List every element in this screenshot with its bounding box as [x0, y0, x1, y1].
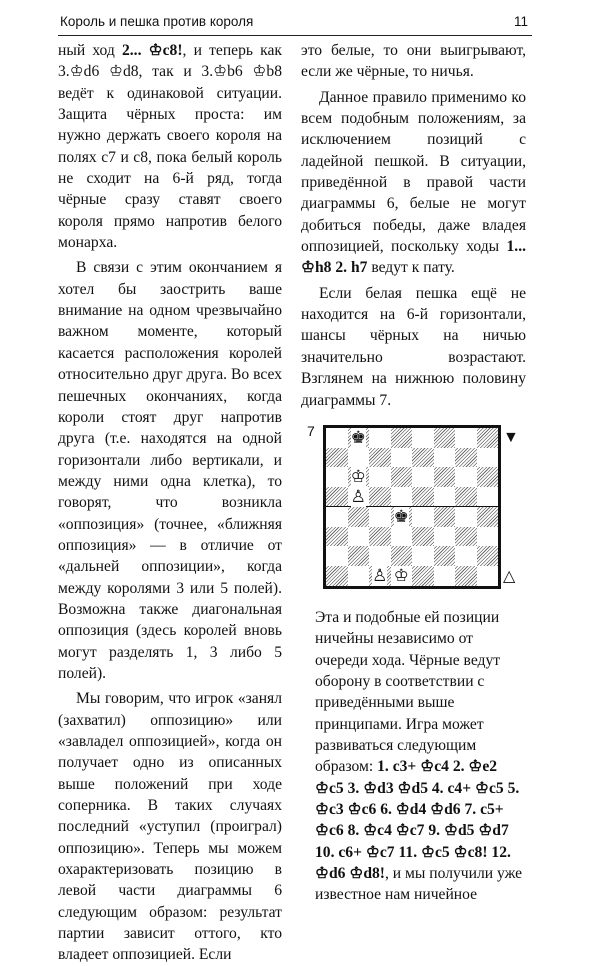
board-square	[455, 507, 477, 527]
diagram-number: 7	[307, 422, 315, 439]
board-square	[434, 487, 456, 507]
board-square	[477, 527, 499, 547]
board-square	[326, 428, 348, 448]
black-king-top-icon: ♚	[350, 427, 366, 448]
board-square	[477, 566, 499, 586]
board-square	[391, 527, 413, 547]
board-square	[369, 527, 391, 547]
board-square	[369, 546, 391, 566]
board-square	[391, 467, 413, 487]
board-square	[434, 467, 456, 487]
board-square	[391, 487, 413, 507]
paragraph: это белые, то они выигрывают, если же чёрные, то ничья.	[301, 42, 526, 81]
board-square	[326, 448, 348, 468]
board-square	[326, 566, 348, 586]
chapter-title: Король и пешка против короля	[60, 14, 254, 29]
board-square	[434, 527, 456, 547]
board-square	[326, 487, 348, 507]
board-square	[412, 428, 434, 448]
board-square	[391, 428, 413, 448]
left-column	[58, 40, 282, 966]
board-square	[369, 428, 391, 448]
board-square	[412, 467, 434, 487]
black-king-bottom-icon: ♚	[393, 506, 409, 527]
board-square	[455, 527, 477, 547]
board-square	[348, 448, 370, 468]
paragraph: Эта и подобные ей позиции ничейны независимо от очереди хода. Чёрные ведут оборону в соответствии с приведёнными выше принципами. Игра может развиваться следующим образом: 1. c3+ ♔c4 2. ♔e2 ♔c5 3. ♔d3 ♔d5 4. c4+ ♔c5 5. ♔c3 ♔c6 6. ♔d4 ♔d6 7. c5+ ♔c6 8. ♔c4 ♔c7 9. ♔d5 ♔d7 10. c6+ ♔c7 11. ♔c5 ♔c8! 12. ♔d6 ♔d8!, и мы получили уже известное нам ничейное	[315, 608, 523, 904]
board-square	[455, 566, 477, 586]
black-to-move-icon: ▼	[503, 428, 519, 446]
board-square	[434, 507, 456, 527]
white-king-bottom-icon: ♔	[393, 566, 409, 587]
board-square	[412, 546, 434, 566]
paragraph: Данное правило применимо ко всем подобным положениям, за исключением позиций с ладейной пешкой. В ситуации, приведённой в правой части диаграммы 6, белые не могут добиться победы, даже владея оппозицией, поскольку ходы 1... ♔h8 2. h7 ведут к пату.	[301, 88, 526, 277]
board-square	[391, 546, 413, 566]
board-square	[348, 546, 370, 566]
board-square	[434, 566, 456, 586]
move-notation: 2... ♔c8!	[121, 42, 183, 59]
board-square	[434, 546, 456, 566]
board-square	[369, 448, 391, 468]
board-square	[326, 546, 348, 566]
board-square	[348, 566, 370, 586]
board-square	[369, 507, 391, 527]
paragraph: ный ход 2... ♔c8!, и теперь как 3.♔d6 ♔d8, так и 3.♔b6 ♔b8 ведёт к одинаковой ситуации. Защита чёрных проста: им нужно держать своего короля на полях c7 и c8, пока белый король не сходит на 6-й ряд, тогда чёрные сразу ставят своего короля прямо напротив белого монарха.	[58, 42, 283, 252]
board-square	[477, 507, 499, 527]
board-square	[477, 448, 499, 468]
move-notation: 1... ♔h8 2. h7	[301, 238, 526, 277]
board-square	[477, 487, 499, 507]
board-square	[412, 507, 434, 527]
board-square	[455, 448, 477, 468]
chess-board	[323, 425, 501, 589]
board-square	[455, 546, 477, 566]
right-column	[301, 40, 526, 906]
board-square	[477, 467, 499, 487]
paragraph: Если белая пешка ещё не находится на 6-й горизонтали, шансы чёрных на ничью значительно возрастают. Взглянем на нижнюю половину диаграммы 7.	[301, 284, 526, 409]
board-square	[434, 428, 456, 448]
board-square	[412, 527, 434, 547]
board-square	[455, 487, 477, 507]
board-square	[391, 448, 413, 468]
board-square	[477, 546, 499, 566]
move-notation: 1. c3+ ♔c4 2. ♔e2 ♔c5 3. ♔d3 ♔d5 4. c4+ ♔c5 5. ♔c3 ♔c6 6. ♔d4 ♔d6 7. c5+ ♔c6 8. ♔c4 ♔c7 9. ♔d5 ♔d7 10. c6+ ♔c7 11. ♔c5 ♔c8! 12. ♔d6 ♔d8!	[315, 758, 520, 882]
board-square	[434, 448, 456, 468]
board-square	[455, 467, 477, 487]
paragraph: Мы говорим, что игрок «занял (захватил) оппозицию» или «завладел оппозицией», когда он получает одно из описанных выше положений при ходе соперника. В таких случаях последний «уступил (проиграл) оппозицию». Теперь мы можем охарактеризовать позицию в левой части диаграммы 6 следующим образом: результат партии зависит оттого, кто владеет оппозицией. Если	[58, 690, 282, 964]
page-number: 11	[513, 14, 528, 29]
board-square	[412, 566, 434, 586]
board-square	[326, 507, 348, 527]
white-pawn-top-icon: ♙	[350, 487, 366, 508]
board-square	[369, 467, 391, 487]
paragraph: В связи с этим окончанием я хотел бы заострить ваше внимание на одном чрезвычайно важном моменте, который касается расположения королей относительно друг друга. Во всех пешечных окончаниях, когда короли стоят друг напротив друга (т.е. находятся на одной горизонтали либо вертикали, и между ними одна клетка), то говорят, что возникла «оппозиция» (точнее, «ближняя оппозиция» — в отличие от «дальней оппозиции», когда между королями 3 или 5 полей). Возможна также диагональная оппозиция (здесь королей вновь могут разделять 1, 3 либо 5 полей).	[58, 259, 282, 682]
board-square	[348, 507, 370, 527]
white-pawn-bottom-icon: ♙	[372, 566, 388, 587]
board-square	[412, 487, 434, 507]
board-square	[477, 428, 499, 448]
white-to-move-icon: △	[503, 567, 516, 585]
board-square	[348, 527, 370, 547]
board-square	[326, 467, 348, 487]
chess-diagram	[305, 421, 525, 591]
board-square	[412, 448, 434, 468]
board-square	[455, 428, 477, 448]
white-king-top-icon: ♔	[350, 467, 366, 488]
board-square	[369, 487, 391, 507]
running-header	[58, 11, 532, 36]
board-square	[326, 527, 348, 547]
